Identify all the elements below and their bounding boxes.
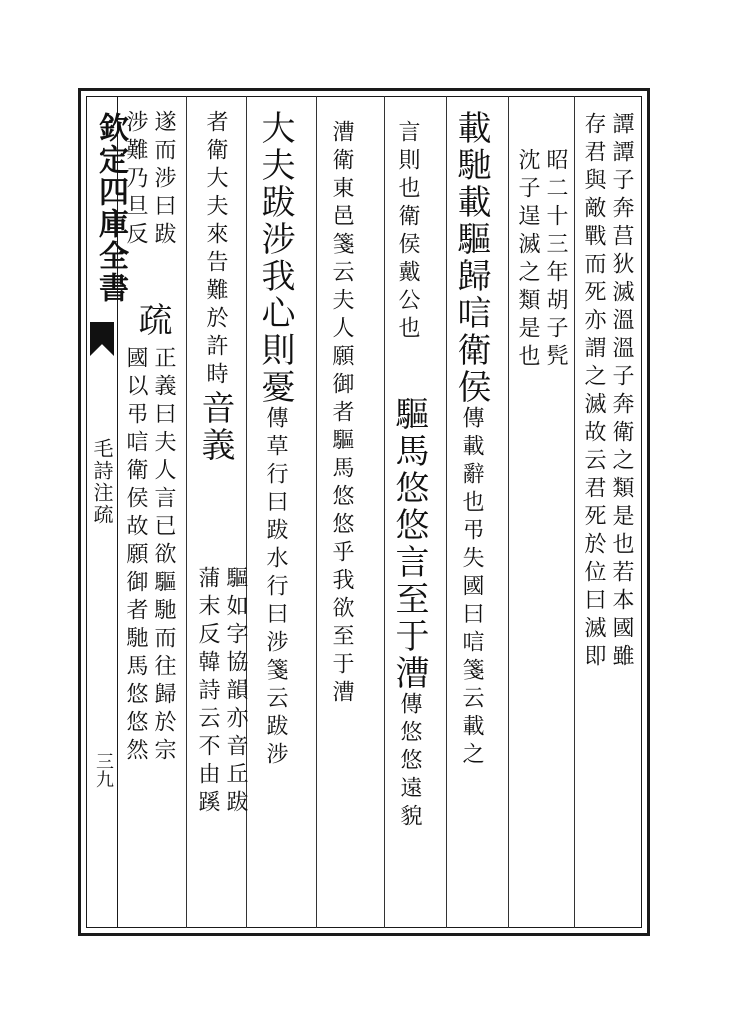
- commentary-text: 者衛大夫來告難於許時: [203, 110, 228, 390]
- text-column-7: [255, 110, 295, 770]
- commentary-text: 傳載辭也弔失國曰唁箋云載之: [459, 406, 484, 770]
- commentary-line: 漕衛東邑箋云夫人願御者驅馬悠悠乎我欲至于漕: [329, 120, 354, 708]
- commentary-line: 正義曰夫人言已欲驅馳而往歸於宗: [151, 346, 176, 766]
- commentary-line: 沈子逞滅之類是也: [515, 148, 540, 372]
- chapter-title: 毛詩注疏: [90, 438, 114, 526]
- commentary-line: 言則也衛侯戴公也: [395, 120, 420, 344]
- commentary-line: 昭二十三年胡子髠: [543, 148, 568, 372]
- column-rule: [186, 96, 187, 928]
- commentary-line: 國以弔唁衛侯故願御者馳馬悠悠然: [123, 346, 148, 766]
- yinyi-notes: [196, 566, 246, 818]
- commentary-line: 譚譚子奔莒狄滅溫溫子奔衛之類是也若本國雖: [609, 112, 634, 672]
- classic-text: 載馳載驅歸唁衛侯: [451, 110, 491, 406]
- commentary-text: 傳草行曰跋水行曰涉箋云跋涉: [263, 406, 288, 770]
- text-column-1: [582, 112, 632, 672]
- text-column-8: [195, 110, 235, 464]
- classic-text: 驅馬悠悠言至于漕: [389, 396, 429, 692]
- text-column-2: [516, 148, 566, 372]
- column-rule: [384, 96, 385, 928]
- shu-mark: 疏: [132, 302, 172, 336]
- column-rule: [574, 96, 575, 928]
- book-title: 欽定四庫全書: [93, 112, 128, 304]
- text-column-9a: [124, 110, 174, 250]
- text-column-4b: [389, 396, 429, 832]
- column-rule: [316, 96, 317, 928]
- commentary-line: 驅如字協韻亦音丘跋: [223, 566, 248, 818]
- commentary-line: 存君與敵戰而死亦謂之滅故云君死於位曰滅即: [581, 112, 606, 672]
- yinyi-mark: 音義: [195, 390, 235, 464]
- commentary-line: 遂而涉曰跋: [151, 110, 176, 250]
- page-number: 三九: [93, 752, 114, 788]
- classic-text: 大夫跋涉我心則憂: [255, 110, 295, 406]
- commentary-text: 傳悠悠遠貌: [397, 692, 422, 832]
- text-column-9b: [124, 346, 174, 766]
- text-column-3: [451, 110, 491, 770]
- column-rule: [446, 96, 447, 928]
- commentary-line: 涉難乃旦反: [123, 110, 148, 250]
- column-rule: [508, 96, 509, 928]
- commentary-line: 蒲末反韓詩云不由蹊: [195, 566, 220, 818]
